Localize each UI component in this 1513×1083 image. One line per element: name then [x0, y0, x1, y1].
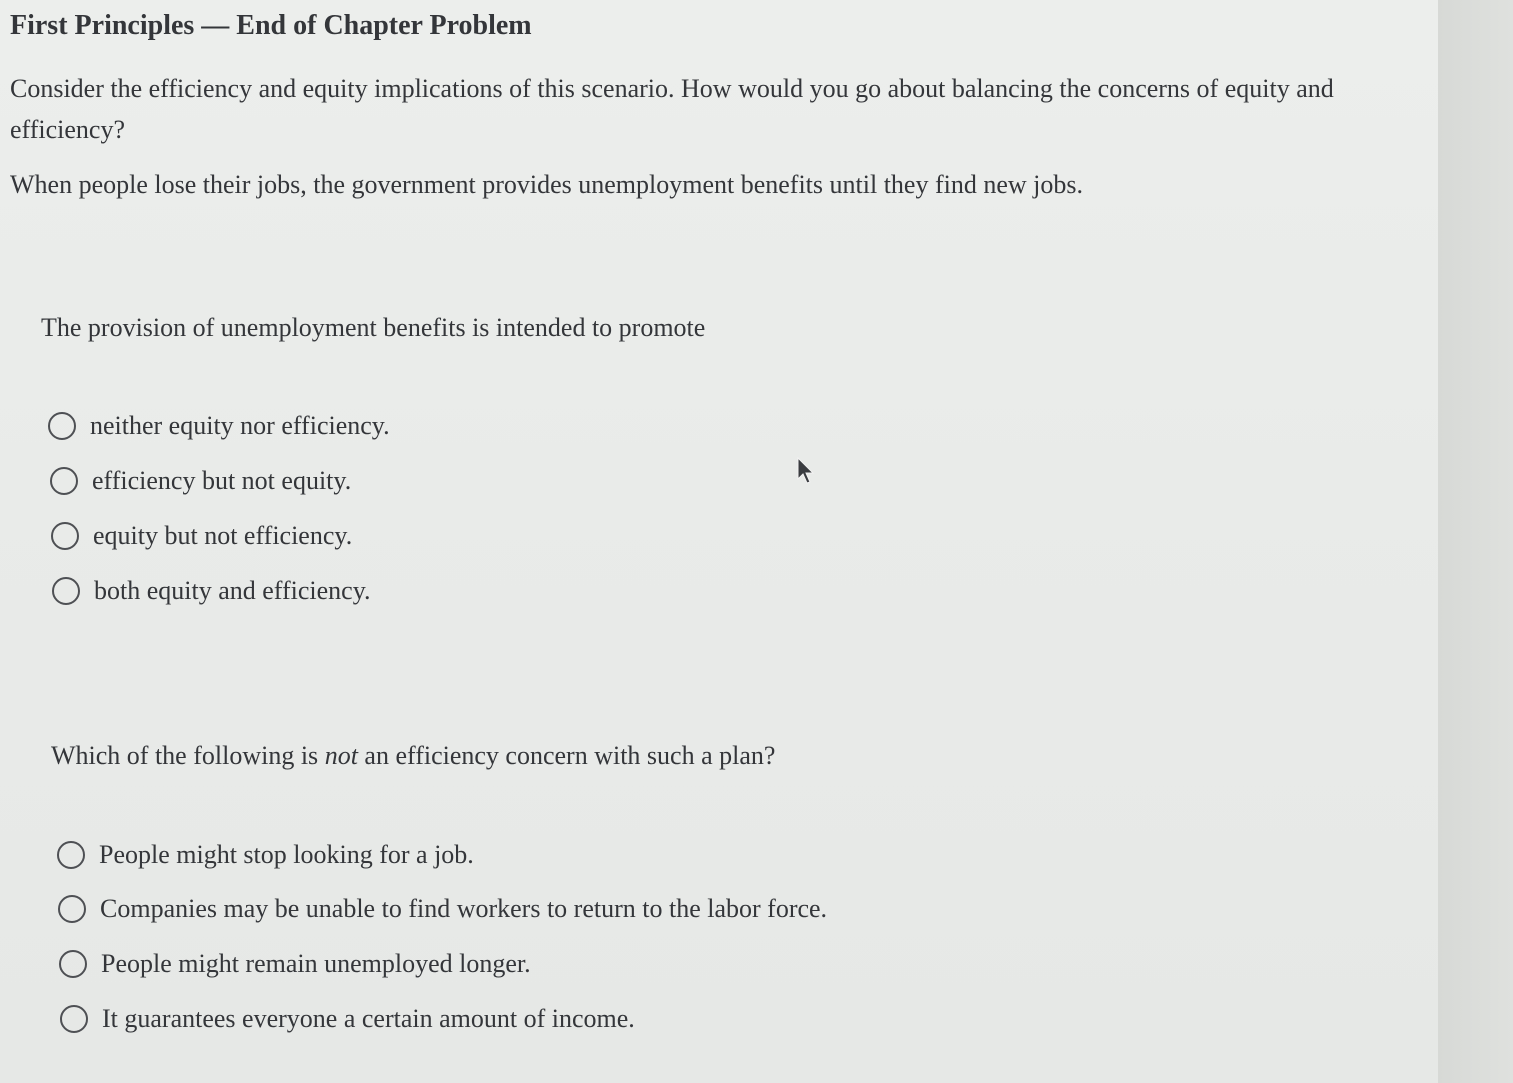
- option-label: efficiency but not equity.: [92, 466, 352, 495]
- q1-option-efficiency-not-equity[interactable]: [50, 461, 351, 501]
- scrollbar-track[interactable]: [1438, 0, 1513, 1083]
- radio-unselected-icon[interactable]: [52, 577, 80, 605]
- q2-option-companies-unable[interactable]: [58, 889, 827, 929]
- q2-option-unemployed-longer[interactable]: [59, 944, 531, 984]
- option-label: People might stop looking for a job.: [99, 840, 474, 869]
- option-label: equity but not efficiency.: [93, 521, 353, 550]
- page-title: First Principles — End of Chapter Problem: [10, 10, 532, 41]
- option-label: neither equity nor efficiency.: [90, 411, 390, 440]
- scenario-text: When people lose their jobs, the government provides unemployment benefits until they find new jobs.: [10, 170, 1083, 199]
- option-label: People might remain unemployed longer.: [101, 949, 531, 978]
- radio-unselected-icon[interactable]: [59, 950, 87, 978]
- q2-option-guarantees-income[interactable]: [60, 999, 635, 1039]
- radio-unselected-icon[interactable]: [50, 467, 78, 495]
- question-2-emphasis: not: [324, 741, 358, 770]
- radio-unselected-icon[interactable]: [57, 841, 85, 869]
- question-2-prompt-end: an efficiency concern with such a plan?: [357, 741, 776, 770]
- option-label: Companies may be unable to find workers to return to the labor force.: [100, 894, 828, 923]
- problem-intro: Consider the efficiency and equity implications of this scenario. How would you go about balancing the concerns of equity and efficiency?: [10, 74, 1334, 144]
- question-1-prompt: The provision of unemployment benefits is intended to promote: [41, 313, 706, 342]
- q1-option-neither[interactable]: [48, 406, 390, 446]
- q2-option-stop-looking[interactable]: [57, 835, 474, 875]
- q1-option-equity-not-efficiency[interactable]: [51, 516, 352, 556]
- q1-option-both[interactable]: [52, 571, 371, 611]
- radio-unselected-icon[interactable]: [58, 895, 86, 923]
- question-2-prompt-start: Which of the following is: [51, 741, 325, 770]
- option-label: both equity and efficiency.: [94, 576, 371, 605]
- radio-unselected-icon[interactable]: [51, 522, 79, 550]
- question-2-prompt: [51, 738, 775, 774]
- radio-unselected-icon[interactable]: [60, 1005, 88, 1033]
- radio-unselected-icon[interactable]: [48, 412, 76, 440]
- mouse-pointer-icon: [797, 457, 815, 485]
- option-label: It guarantees everyone a certain amount of income.: [102, 1004, 635, 1033]
